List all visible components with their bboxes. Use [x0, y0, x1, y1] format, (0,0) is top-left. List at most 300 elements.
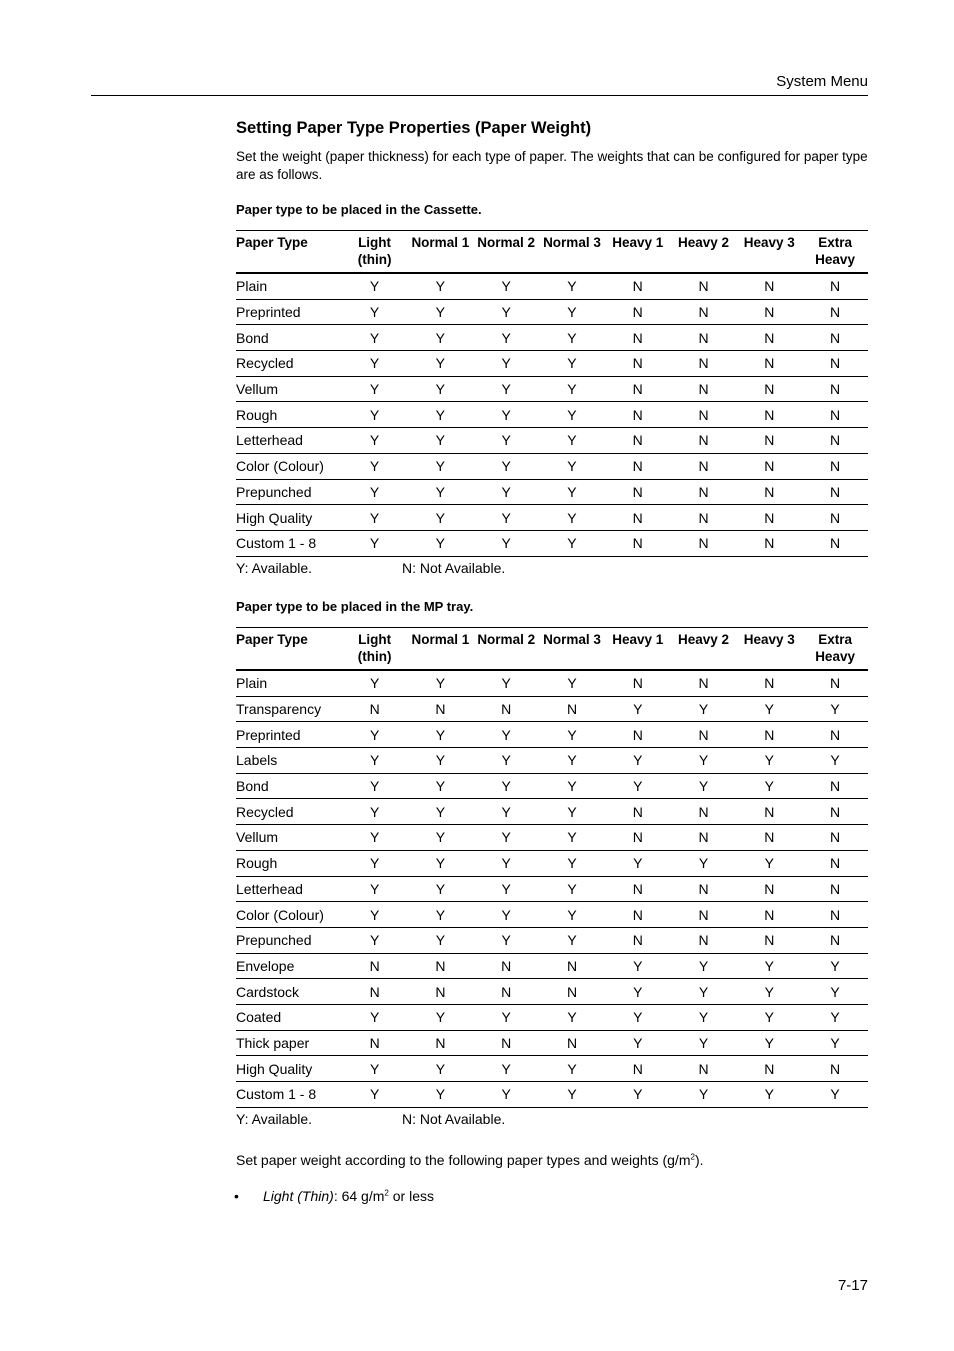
- availability-cell: Y: [407, 376, 473, 402]
- table-row: [236, 850, 868, 876]
- availability-cell: Y: [539, 773, 605, 799]
- availability-cell: Y: [342, 799, 408, 825]
- availability-cell: N: [605, 299, 671, 325]
- availability-cell: N: [671, 902, 737, 928]
- availability-cell: Y: [407, 505, 473, 531]
- column-header: Light (thin): [342, 231, 408, 274]
- table-row: [236, 876, 868, 902]
- paper-type-cell: High Quality: [236, 1056, 342, 1082]
- availability-cell: Y: [473, 273, 539, 299]
- availability-cell: N: [671, 453, 737, 479]
- availability-cell: N: [605, 876, 671, 902]
- availability-cell: Y: [342, 273, 408, 299]
- availability-cell: Y: [539, 453, 605, 479]
- availability-cell: Y: [539, 351, 605, 377]
- availability-cell: N: [736, 1056, 802, 1082]
- availability-cell: Y: [736, 953, 802, 979]
- availability-cell: N: [802, 325, 868, 351]
- availability-cell: Y: [539, 1004, 605, 1030]
- availability-cell: Y: [736, 979, 802, 1005]
- weight-notes: [236, 1151, 868, 1205]
- availability-cell: N: [671, 722, 737, 748]
- bullet-text: Light (Thin): 64 $g/m^2$ or less: [263, 1188, 434, 1204]
- paper-type-cell: Letterhead: [236, 428, 342, 454]
- availability-cell: N: [802, 505, 868, 531]
- legend-available: Y: Available.: [236, 1110, 313, 1127]
- header-rule: [91, 95, 868, 96]
- availability-cell: N: [605, 351, 671, 377]
- availability-cell: N: [671, 402, 737, 428]
- availability-cell: Y: [473, 1082, 539, 1108]
- availability-cell: N: [605, 453, 671, 479]
- table-row: [236, 953, 868, 979]
- availability-cell: N: [605, 325, 671, 351]
- availability-cell: N: [671, 825, 737, 851]
- table-row: [236, 979, 868, 1005]
- paper-type-cell: Cardstock: [236, 979, 342, 1005]
- cassette-section: [236, 202, 868, 578]
- availability-cell: Y: [736, 1030, 802, 1056]
- mp-tray-legend: [236, 1111, 868, 1129]
- availability-cell: Y: [342, 748, 408, 774]
- table-row: [236, 722, 868, 748]
- availability-cell: Y: [473, 876, 539, 902]
- availability-cell: Y: [605, 1004, 671, 1030]
- paper-type-cell: Preprinted: [236, 299, 342, 325]
- availability-cell: N: [671, 1056, 737, 1082]
- paper-type-cell: High Quality: [236, 505, 342, 531]
- availability-cell: N: [802, 825, 868, 851]
- paper-type-cell: Rough: [236, 402, 342, 428]
- availability-cell: N: [802, 876, 868, 902]
- table-row: [236, 1004, 868, 1030]
- availability-cell: Y: [407, 299, 473, 325]
- paper-type-cell: Bond: [236, 325, 342, 351]
- availability-cell: N: [671, 530, 737, 556]
- availability-cell: Y: [539, 376, 605, 402]
- column-header: Heavy 1: [605, 231, 671, 274]
- availability-cell: Y: [342, 876, 408, 902]
- availability-cell: Y: [407, 722, 473, 748]
- availability-cell: Y: [539, 273, 605, 299]
- availability-cell: N: [736, 453, 802, 479]
- availability-cell: N: [473, 696, 539, 722]
- availability-cell: N: [671, 299, 737, 325]
- availability-cell: Y: [539, 428, 605, 454]
- availability-cell: Y: [539, 530, 605, 556]
- availability-cell: N: [605, 479, 671, 505]
- paper-type-cell: Plain: [236, 273, 342, 299]
- column-header: Heavy 2: [671, 628, 737, 671]
- table-row: [236, 799, 868, 825]
- availability-cell: N: [802, 453, 868, 479]
- availability-cell: Y: [473, 902, 539, 928]
- availability-cell: Y: [342, 902, 408, 928]
- availability-cell: Y: [342, 927, 408, 953]
- header-row: [236, 628, 868, 671]
- availability-cell: N: [671, 479, 737, 505]
- header-row: [236, 231, 868, 274]
- table-row: [236, 773, 868, 799]
- availability-cell: Y: [539, 670, 605, 696]
- availability-cell: Y: [407, 1004, 473, 1030]
- availability-cell: N: [605, 273, 671, 299]
- column-header: Normal 2: [473, 231, 539, 274]
- mp-tray-table-body: [236, 670, 868, 1107]
- availability-cell: Y: [539, 722, 605, 748]
- availability-cell: Y: [671, 696, 737, 722]
- availability-cell: Y: [736, 1004, 802, 1030]
- table-row: [236, 479, 868, 505]
- availability-cell: Y: [473, 479, 539, 505]
- column-header: Paper Type: [236, 231, 342, 274]
- column-header: Normal 3: [539, 628, 605, 671]
- column-header: Extra Heavy: [802, 628, 868, 671]
- availability-cell: Y: [407, 1056, 473, 1082]
- availability-cell: Y: [407, 748, 473, 774]
- availability-cell: N: [802, 670, 868, 696]
- availability-cell: Y: [342, 376, 408, 402]
- column-header: Normal 1: [407, 628, 473, 671]
- availability-cell: Y: [605, 696, 671, 722]
- table-row: [236, 351, 868, 377]
- availability-cell: N: [671, 505, 737, 531]
- availability-cell: Y: [802, 748, 868, 774]
- availability-cell: Y: [473, 1056, 539, 1082]
- availability-cell: N: [407, 979, 473, 1005]
- availability-cell: Y: [671, 1030, 737, 1056]
- availability-cell: Y: [342, 1056, 408, 1082]
- column-header: Heavy 3: [736, 231, 802, 274]
- availability-cell: Y: [539, 902, 605, 928]
- availability-cell: Y: [342, 299, 408, 325]
- paper-type-cell: Prepunched: [236, 479, 342, 505]
- availability-cell: N: [605, 402, 671, 428]
- availability-cell: N: [671, 376, 737, 402]
- availability-cell: Y: [342, 505, 408, 531]
- availability-cell: Y: [473, 530, 539, 556]
- availability-cell: Y: [539, 299, 605, 325]
- availability-cell: N: [539, 1030, 605, 1056]
- availability-cell: N: [473, 953, 539, 979]
- column-header: Heavy 2: [671, 231, 737, 274]
- availability-cell: Y: [407, 773, 473, 799]
- table-row: [236, 428, 868, 454]
- availability-cell: Y: [407, 1082, 473, 1108]
- availability-cell: N: [736, 670, 802, 696]
- availability-cell: Y: [473, 402, 539, 428]
- availability-cell: Y: [736, 748, 802, 774]
- availability-cell: Y: [407, 325, 473, 351]
- availability-cell: Y: [342, 722, 408, 748]
- availability-cell: N: [736, 722, 802, 748]
- availability-cell: Y: [342, 825, 408, 851]
- availability-cell: Y: [736, 696, 802, 722]
- table-row: [236, 376, 868, 402]
- intro-paragraph: Set the weight (paper thickness) for each type of paper. The weights that can be configured for paper type are as follows.: [236, 149, 868, 182]
- table-row: [236, 825, 868, 851]
- availability-cell: N: [736, 876, 802, 902]
- availability-cell: Y: [342, 1082, 408, 1108]
- availability-cell: N: [671, 428, 737, 454]
- availability-cell: N: [802, 273, 868, 299]
- availability-cell: N: [736, 273, 802, 299]
- availability-cell: Y: [605, 953, 671, 979]
- availability-cell: N: [473, 979, 539, 1005]
- paper-type-cell: Recycled: [236, 799, 342, 825]
- availability-cell: Y: [605, 850, 671, 876]
- paper-type-cell: Envelope: [236, 953, 342, 979]
- availability-cell: N: [802, 299, 868, 325]
- availability-cell: N: [736, 351, 802, 377]
- availability-cell: N: [342, 1030, 408, 1056]
- weight-bullet-light: [236, 1187, 868, 1205]
- availability-cell: Y: [736, 773, 802, 799]
- table-row: [236, 299, 868, 325]
- availability-cell: Y: [473, 773, 539, 799]
- availability-cell: N: [605, 376, 671, 402]
- availability-cell: Y: [539, 927, 605, 953]
- availability-cell: N: [736, 402, 802, 428]
- availability-cell: Y: [539, 799, 605, 825]
- paper-type-cell: Custom 1 - 8: [236, 1082, 342, 1108]
- paper-type-cell: Transparency: [236, 696, 342, 722]
- availability-cell: N: [736, 505, 802, 531]
- availability-cell: N: [736, 902, 802, 928]
- availability-cell: Y: [802, 1030, 868, 1056]
- table-row: [236, 530, 868, 556]
- availability-cell: N: [736, 825, 802, 851]
- section-title: Setting Paper Type Properties (Paper Weight): [236, 119, 592, 137]
- availability-cell: Y: [473, 748, 539, 774]
- paper-type-cell: Labels: [236, 748, 342, 774]
- column-header: Heavy 1: [605, 628, 671, 671]
- availability-cell: Y: [342, 773, 408, 799]
- availability-cell: Y: [802, 1004, 868, 1030]
- availability-cell: Y: [342, 428, 408, 454]
- column-header: Light (thin): [342, 628, 408, 671]
- legend-not-available: N: Not Available.: [402, 559, 506, 576]
- column-header: Extra Heavy: [802, 231, 868, 274]
- running-header: System Menu: [776, 73, 868, 90]
- table-row: [236, 273, 868, 299]
- availability-cell: Y: [605, 979, 671, 1005]
- availability-cell: N: [605, 902, 671, 928]
- cassette-table-header: [236, 231, 868, 274]
- legend-available: Y: Available.: [236, 559, 313, 576]
- table-row: [236, 325, 868, 351]
- availability-cell: N: [342, 696, 408, 722]
- availability-cell: N: [736, 799, 802, 825]
- paper-type-cell: Vellum: [236, 825, 342, 851]
- availability-cell: Y: [473, 1004, 539, 1030]
- availability-cell: N: [342, 953, 408, 979]
- availability-cell: Y: [342, 670, 408, 696]
- mp-tray-table: [236, 627, 868, 1108]
- paper-type-cell: Prepunched: [236, 927, 342, 953]
- availability-cell: Y: [473, 850, 539, 876]
- availability-cell: N: [605, 722, 671, 748]
- availability-cell: Y: [407, 876, 473, 902]
- availability-cell: N: [671, 799, 737, 825]
- page-number: 7-17: [837, 1277, 868, 1294]
- availability-cell: Y: [342, 479, 408, 505]
- table-row: [236, 902, 868, 928]
- availability-cell: Y: [342, 325, 408, 351]
- availability-cell: N: [802, 902, 868, 928]
- availability-cell: Y: [802, 1082, 868, 1108]
- availability-cell: Y: [671, 953, 737, 979]
- table-row: [236, 1056, 868, 1082]
- availability-cell: Y: [539, 850, 605, 876]
- availability-cell: Y: [473, 325, 539, 351]
- availability-cell: N: [605, 670, 671, 696]
- availability-cell: Y: [342, 1004, 408, 1030]
- paper-type-cell: Color (Colour): [236, 453, 342, 479]
- availability-cell: N: [671, 876, 737, 902]
- availability-cell: Y: [407, 902, 473, 928]
- table-row: [236, 748, 868, 774]
- availability-cell: Y: [671, 773, 737, 799]
- table-row: [236, 670, 868, 696]
- availability-cell: Y: [473, 670, 539, 696]
- availability-cell: N: [802, 1056, 868, 1082]
- availability-cell: N: [473, 1030, 539, 1056]
- paper-type-cell: Custom 1 - 8: [236, 530, 342, 556]
- paper-type-cell: Letterhead: [236, 876, 342, 902]
- column-header: Normal 1: [407, 231, 473, 274]
- availability-cell: N: [407, 953, 473, 979]
- availability-cell: Y: [671, 1082, 737, 1108]
- cassette-table-body: [236, 273, 868, 556]
- availability-cell: Y: [473, 722, 539, 748]
- availability-cell: Y: [539, 825, 605, 851]
- availability-cell: Y: [473, 299, 539, 325]
- availability-cell: Y: [671, 979, 737, 1005]
- column-header: Normal 3: [539, 231, 605, 274]
- availability-cell: N: [802, 773, 868, 799]
- availability-cell: N: [671, 325, 737, 351]
- availability-cell: Y: [802, 979, 868, 1005]
- paper-type-cell: Coated: [236, 1004, 342, 1030]
- mp-tray-caption: Paper type to be placed in the MP tray.: [236, 599, 474, 614]
- availability-cell: Y: [539, 325, 605, 351]
- availability-cell: Y: [342, 530, 408, 556]
- availability-cell: Y: [407, 850, 473, 876]
- availability-cell: Y: [539, 876, 605, 902]
- availability-cell: Y: [605, 773, 671, 799]
- availability-cell: N: [605, 927, 671, 953]
- availability-cell: N: [605, 505, 671, 531]
- column-header: Heavy 3: [736, 628, 802, 671]
- availability-cell: Y: [539, 479, 605, 505]
- availability-cell: Y: [539, 505, 605, 531]
- availability-cell: N: [671, 273, 737, 299]
- availability-cell: Y: [671, 1004, 737, 1030]
- availability-cell: N: [539, 953, 605, 979]
- availability-cell: N: [802, 479, 868, 505]
- availability-cell: N: [671, 927, 737, 953]
- availability-cell: Y: [473, 453, 539, 479]
- availability-cell: Y: [605, 1030, 671, 1056]
- availability-cell: N: [342, 979, 408, 1005]
- availability-cell: Y: [407, 453, 473, 479]
- availability-cell: Y: [407, 273, 473, 299]
- availability-cell: N: [736, 376, 802, 402]
- column-header: Normal 2: [473, 628, 539, 671]
- availability-cell: N: [539, 696, 605, 722]
- availability-cell: N: [802, 530, 868, 556]
- availability-cell: Y: [407, 402, 473, 428]
- availability-cell: N: [671, 351, 737, 377]
- mp-tray-section: [236, 599, 868, 1129]
- paper-type-cell: Plain: [236, 670, 342, 696]
- availability-cell: N: [736, 299, 802, 325]
- availability-cell: N: [802, 927, 868, 953]
- availability-cell: Y: [671, 748, 737, 774]
- table-row: [236, 1082, 868, 1108]
- availability-cell: N: [736, 325, 802, 351]
- availability-cell: N: [802, 351, 868, 377]
- availability-cell: Y: [539, 402, 605, 428]
- availability-cell: Y: [802, 953, 868, 979]
- availability-cell: Y: [473, 351, 539, 377]
- availability-cell: Y: [671, 850, 737, 876]
- availability-cell: Y: [407, 428, 473, 454]
- availability-cell: N: [407, 1030, 473, 1056]
- table-row: [236, 696, 868, 722]
- paper-type-cell: Color (Colour): [236, 902, 342, 928]
- availability-cell: Y: [407, 825, 473, 851]
- availability-cell: N: [736, 479, 802, 505]
- paper-type-cell: Vellum: [236, 376, 342, 402]
- availability-cell: N: [802, 799, 868, 825]
- availability-cell: N: [671, 670, 737, 696]
- availability-cell: N: [802, 376, 868, 402]
- legend-not-available: N: Not Available.: [402, 1110, 506, 1127]
- availability-cell: Y: [539, 1082, 605, 1108]
- availability-cell: Y: [342, 453, 408, 479]
- availability-cell: Y: [407, 479, 473, 505]
- availability-cell: Y: [407, 530, 473, 556]
- availability-cell: N: [802, 850, 868, 876]
- availability-cell: Y: [473, 825, 539, 851]
- availability-cell: N: [605, 825, 671, 851]
- availability-cell: N: [605, 1056, 671, 1082]
- availability-cell: Y: [342, 351, 408, 377]
- availability-cell: Y: [539, 748, 605, 774]
- availability-cell: Y: [736, 1082, 802, 1108]
- availability-cell: N: [605, 799, 671, 825]
- availability-cell: N: [605, 428, 671, 454]
- availability-cell: N: [736, 927, 802, 953]
- availability-cell: Y: [605, 1082, 671, 1108]
- availability-cell: N: [736, 530, 802, 556]
- availability-cell: N: [802, 402, 868, 428]
- table-row: [236, 1030, 868, 1056]
- availability-cell: Y: [473, 799, 539, 825]
- paper-type-cell: Rough: [236, 850, 342, 876]
- availability-cell: Y: [407, 351, 473, 377]
- availability-cell: Y: [342, 850, 408, 876]
- availability-cell: Y: [802, 696, 868, 722]
- availability-cell: N: [736, 428, 802, 454]
- page-content: [234, 118, 868, 1204]
- availability-cell: N: [539, 979, 605, 1005]
- paper-type-cell: Thick paper: [236, 1030, 342, 1056]
- availability-cell: Y: [473, 927, 539, 953]
- availability-cell: N: [802, 722, 868, 748]
